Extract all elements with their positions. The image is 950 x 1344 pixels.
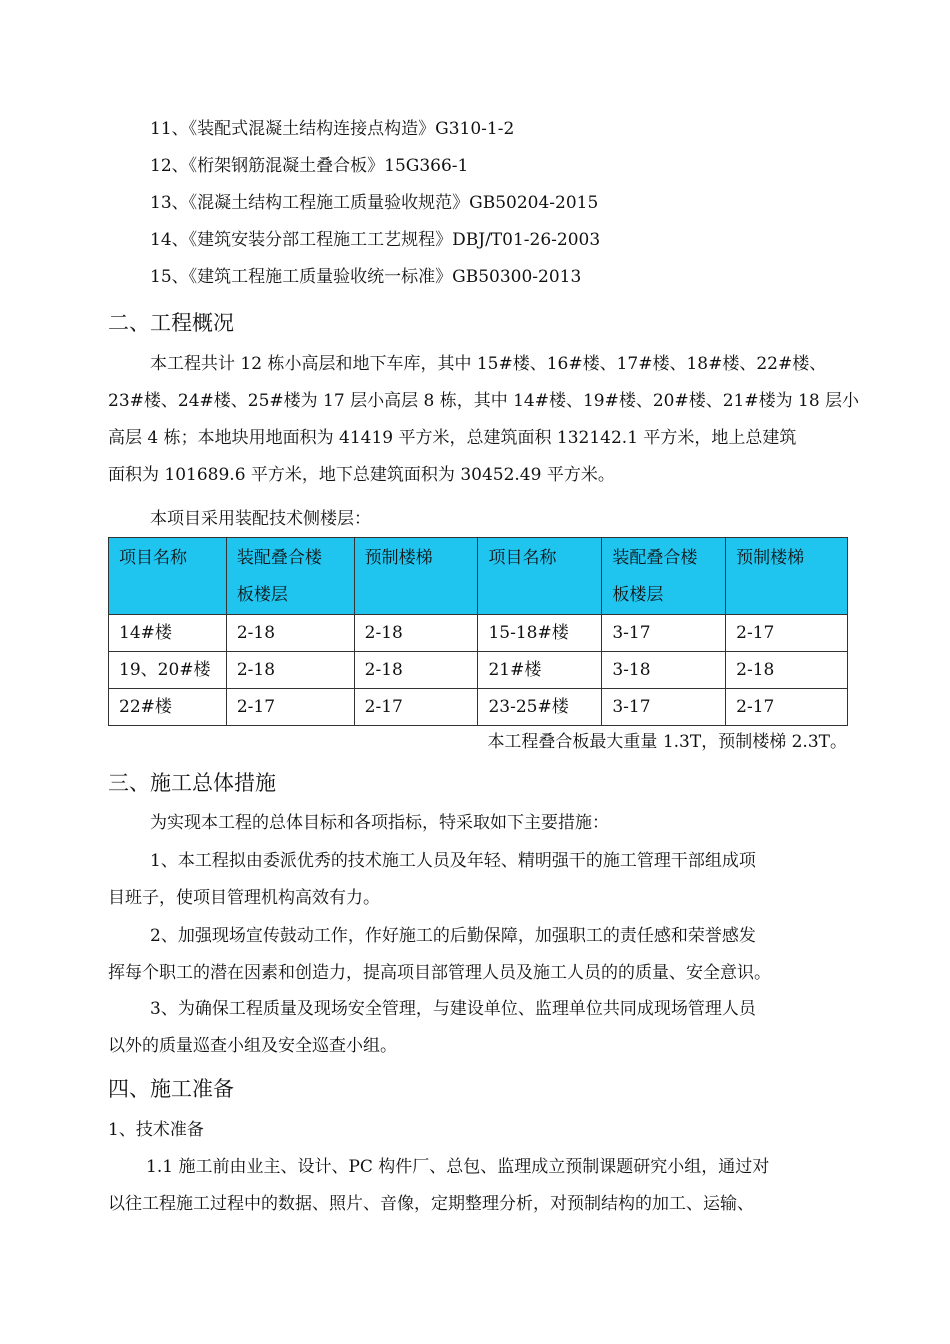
table-cell: 2-18 (726, 652, 848, 689)
floor-assembly-table (108, 537, 848, 726)
table-cell: 23-25#楼 (478, 689, 602, 726)
table-cell: 2-17 (726, 689, 848, 726)
paragraph-line: 为实现本工程的总体目标和各项指标，特采取如下主要措施： (150, 813, 609, 833)
table-cell: 15-18#楼 (478, 615, 602, 652)
section-heading-preparation: 四、施工准备 (108, 1077, 234, 1101)
reference-item: 11、《装配式混凝土结构连接点构造》G310-1-2 (150, 119, 515, 139)
sub-heading: 1、技术准备 (108, 1120, 204, 1140)
section-heading-overview: 二、工程概况 (108, 311, 234, 335)
paragraph-line: 以往工程施工过程中的数据、照片、音像，定期整理分析，对预制结构的加工、运输、 (108, 1194, 754, 1214)
table-cell: 2-17 (726, 615, 848, 652)
table-cell: 3-18 (602, 652, 726, 689)
paragraph-line: 3、为确保工程质量及现场安全管理，与建设单位、监理单位共同成现场管理人员 (150, 999, 756, 1019)
table-intro: 本项目采用装配技术侧楼层： (150, 509, 371, 529)
reference-item: 12、《桁架钢筋混凝土叠合板》15G366-1 (150, 156, 469, 176)
table-cell: 22#楼 (109, 689, 227, 726)
table-cell: 2-17 (354, 689, 478, 726)
paragraph-line: 23#楼、24#楼、25#楼为 17 层小高层 8 栋，其中 14#楼、19#楼、20#楼、21#楼为 18 层小 (108, 391, 860, 411)
paragraph-line: 以外的质量巡查小组及安全巡查小组。 (108, 1036, 397, 1056)
section-heading-measures: 三、施工总体措施 (108, 771, 276, 795)
header-cell: 项目名称 (478, 538, 602, 615)
paragraph-line: 挥每个职工的潜在因素和创造力，提高项目部管理人员及施工人员的的质量、安全意识。 (108, 963, 771, 983)
paragraph-line: 2、加强现场宣传鼓动工作，作好施工的后勤保障，加强职工的责任感和荣誉感发 (150, 926, 756, 946)
table-cell: 2-18 (226, 615, 354, 652)
header-cell: 预制楼梯 (354, 538, 478, 615)
table-row (109, 615, 848, 652)
table-cell: 19、20#楼 (109, 652, 227, 689)
paragraph-line: 1.1 施工前由业主、设计、PC 构件厂、总包、监理成立预制课题研究小组，通过对 (146, 1157, 770, 1177)
reference-item: 14、《建筑安装分部工程施工工艺规程》DBJ/T01-26-2003 (150, 230, 601, 250)
table-row (109, 652, 848, 689)
table-cell: 2-18 (226, 652, 354, 689)
header-cell: 装配叠合楼 板楼层 (602, 538, 726, 615)
table-cell: 14#楼 (109, 615, 227, 652)
header-cell: 预制楼梯 (726, 538, 848, 615)
table-cell: 2-18 (354, 652, 478, 689)
paragraph-line: 目班子，使项目管理机构高效有力。 (108, 888, 380, 908)
table-cell: 2-17 (226, 689, 354, 726)
paragraph-line: 本工程共计 12 栋小高层和地下车库，其中 15#楼、16#楼、17#楼、18#楼、22#楼、 (150, 354, 827, 374)
table-cell: 2-18 (354, 615, 478, 652)
paragraph-line: 面积为 101689.6 平方米，地下总建筑面积为 30452.49 平方米。 (108, 465, 615, 485)
table-note: 本工程叠合板最大重量 1.3T，预制楼梯 2.3T。 (487, 732, 847, 752)
reference-item: 13、《混凝土结构工程施工质量验收规范》GB50204-2015 (150, 193, 599, 213)
table-cell: 3-17 (602, 615, 726, 652)
table-cell: 21#楼 (478, 652, 602, 689)
table-header-row (109, 538, 848, 615)
paragraph-line: 1、本工程拟由委派优秀的技术施工人员及年轻、精明强干的施工管理干部组成项 (150, 851, 756, 871)
header-cell: 项目名称 (109, 538, 227, 615)
table-row (109, 689, 848, 726)
header-cell: 装配叠合楼 板楼层 (226, 538, 354, 615)
table-cell: 3-17 (602, 689, 726, 726)
reference-item: 15、《建筑工程施工质量验收统一标准》GB50300-2013 (150, 267, 582, 287)
paragraph-line: 高层 4 栋；本地块用地面积为 41419 平方米，总建筑面积 132142.1 平方米，地上总建筑 (108, 428, 797, 448)
